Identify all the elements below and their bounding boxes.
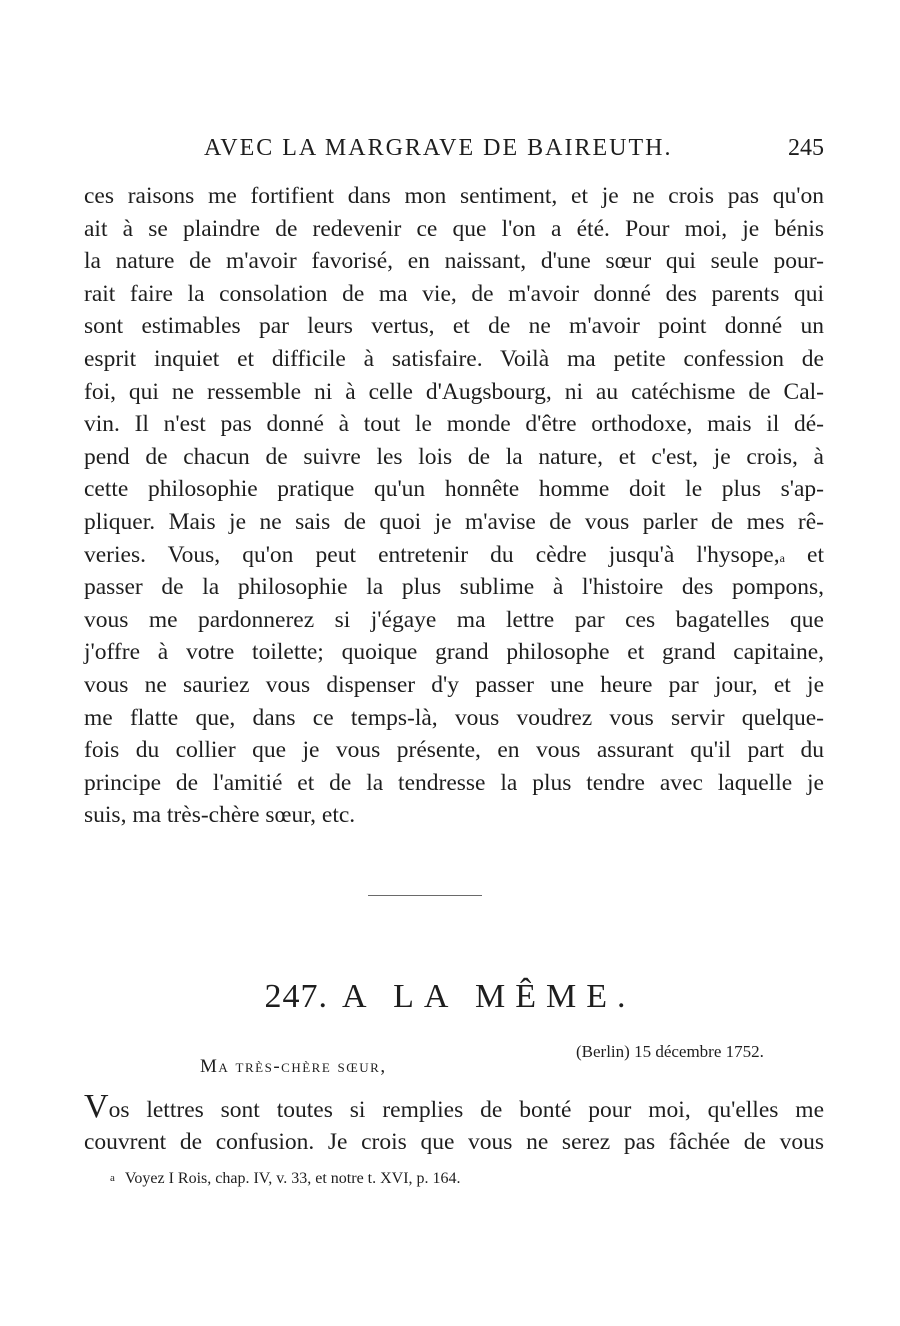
body-line: foi, qui ne ressemble ni à celle d'Augsbourg, ni au catéchisme de Cal- bbox=[84, 378, 824, 405]
letter-line: couvrent de confusion. Je crois que vous ne serez pas fâchée de vous bbox=[84, 1129, 824, 1155]
body-line-tail: et bbox=[784, 541, 824, 568]
footnote-text: Voyez I Rois, chap. IV, v. 33, et notre t. XVI, p. 164. bbox=[124, 1170, 461, 1187]
body-line: suis, ma très-chère sœur, etc. bbox=[84, 802, 356, 829]
salutation: Ma très-chère sœur, bbox=[200, 1056, 387, 1077]
body-line: sont estimables par leurs vertus, et de ne m'avoir point donné un bbox=[84, 313, 824, 340]
footnote bbox=[110, 1170, 461, 1188]
body-line: passer de la philosophie la plus sublime à l'histoire des pompons, bbox=[84, 574, 824, 601]
letter-line-text: os lettres sont toutes si remplies de bonté pour moi, qu'elles me bbox=[108, 1097, 824, 1123]
running-head bbox=[84, 135, 824, 169]
body-line: pliquer. Mais je ne sais de quoi je m'avise de vous parler de mes rê- bbox=[84, 508, 824, 535]
body-line: principe de l'amitié et de la tendresse la plus tendre avec laquelle je bbox=[84, 769, 824, 796]
letter-title: A LA MÊME. bbox=[341, 978, 636, 1015]
body-line-with-note bbox=[84, 539, 824, 572]
body-line: ait à se plaindre de redevenir ce que l'on a été. Pour moi, je bénis bbox=[84, 215, 824, 242]
body-line: pend de chacun de suivre les lois de la nature, et c'est, je crois, à bbox=[84, 443, 824, 470]
previous-letter-continuation bbox=[84, 180, 824, 832]
section-divider bbox=[368, 895, 482, 896]
footnote-marker: a bbox=[110, 1172, 115, 1184]
drop-cap: V bbox=[84, 1088, 109, 1125]
body-line: vous ne sauriez vous dispenser d'y passer une heure par jour, et je bbox=[84, 671, 824, 698]
body-line: vin. Il n'est pas donné à tout le monde d'être orthodoxe, mais il dé- bbox=[84, 411, 824, 438]
page-number: 245 bbox=[788, 135, 824, 161]
body-line: rait faire la consolation de ma vie, de m'avoir donné des parents qui bbox=[84, 280, 824, 307]
body-line: me flatte que, dans ce temps-là, vous voudrez vous servir quelque- bbox=[84, 704, 824, 731]
body-line: vous me pardonnerez si j'égaye ma lettre par ces bagatelles que bbox=[84, 606, 824, 633]
running-title: AVEC LA MARGRAVE DE BAIREUTH. bbox=[204, 135, 673, 161]
letter-number: 247. bbox=[264, 978, 328, 1015]
body-line: ces raisons me fortifient dans mon sentiment, et je ne crois pas qu'on bbox=[84, 183, 824, 209]
body-line: esprit inquiet et difficile à satisfaire. Voilà ma petite confession de bbox=[84, 345, 824, 372]
body-line: j'offre à votre toilette; quoique grand philosophe et grand capitaine, bbox=[84, 639, 824, 666]
letter-heading bbox=[0, 978, 900, 1016]
body-line: la nature de m'avoir favorisé, en naissant, d'une sœur qui seule pour- bbox=[84, 248, 824, 275]
footnote-reference: a bbox=[779, 550, 785, 565]
dateline: (Berlin) 15 décembre 1752. bbox=[576, 1042, 764, 1061]
body-line: cette philosophie pratique qu'un honnête homme doit le plus s'ap- bbox=[84, 476, 824, 503]
letter-body bbox=[84, 1088, 824, 1158]
body-line-text: veries. Vous, qu'on peut entretenir du cèdre jusqu'à l'hysope, bbox=[84, 541, 780, 568]
letter-line bbox=[84, 1088, 824, 1126]
body-line: fois du collier que je vous présente, en vous assurant qu'il part du bbox=[84, 737, 824, 764]
